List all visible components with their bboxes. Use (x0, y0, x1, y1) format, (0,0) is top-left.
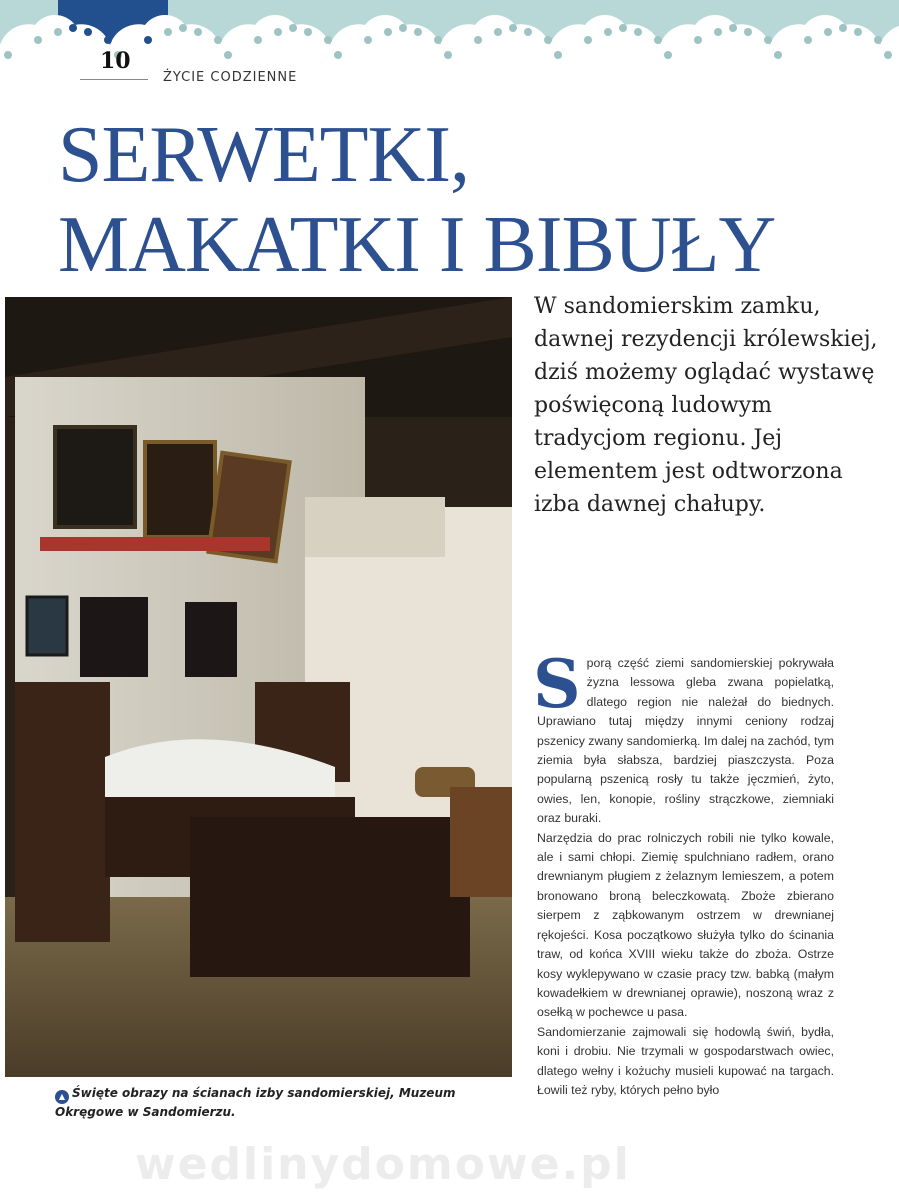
lace-circle (414, 28, 422, 36)
watermark: wedlinydomowe.pl (135, 1139, 631, 1190)
lace-circle (664, 51, 672, 59)
lace-circle (434, 36, 442, 44)
paragraph-2: Narzędzia do prac rolniczych robili nie tylko kowale, ale i sami chłopi. Ziemię spulchniano radłem, orano drewnianym pługiem z żelaznym lemieszem, a potem bronowano broną beleczkowatą. Zboże zbierano sierpem z ząbkowanym ostrzem w drewnianej rękojeści. Kosa początkowo służyła tylko do ścinania traw, od końca XVIII wieku także do zboża. Ostrze kosy wyklepywano w czasie pracy tzw. babką (małym kowadełkiem w drewnianej oprawie), noszoną wraz z osełką w pochewce u pasa. (537, 830, 834, 1020)
lace-border (0, 0, 899, 70)
lace-circle (634, 28, 642, 36)
lace-circle (604, 28, 612, 36)
lace-circle (494, 28, 502, 36)
title-line-2: MAKATKI I BIBUŁY (58, 201, 776, 289)
lace-circle (274, 28, 282, 36)
lace-circle (774, 51, 782, 59)
lace-circle (474, 36, 482, 44)
lace-circle (69, 24, 77, 32)
lace-circle (584, 36, 592, 44)
lace-circle (444, 51, 452, 59)
lace-circle (399, 24, 407, 32)
lace-circle (554, 51, 562, 59)
lace-circle (334, 51, 342, 59)
lace-circle (544, 36, 552, 44)
photo-illustration (5, 297, 512, 1077)
paragraph-1 (533, 645, 834, 829)
lace-circle (824, 28, 832, 36)
lace-circle (764, 36, 772, 44)
lace-circle (144, 36, 152, 44)
paragraph-3: Sandomierzanie zajmowali się hodowlą świń, bydła, koni i drobiu. Nie trzymali w gospodarstwach owiec, dlatego wełny i kożuchy musieli kupować na targach. Łowili też ryby, których pełno było (537, 1024, 834, 1097)
lace-circle (654, 36, 662, 44)
article-body (533, 645, 834, 1100)
paragraph-1-text: porą część ziemi sandomierskiej pokrywała żyzna lessowa gleba zwana popielatką, dlatego region nie należał do biednych. Uprawiano tutaj między innymi ceniony rodzaj pszenicy zwany sandomierką. Im dalej na zachód, tym ziemia była słabsza, bardziej piaszczysta. Poza popularną pszenicą rosły tu także jęczmień, żyto, owies, len, konopie, rośliny strączkowe, ziemniaki oraz buraki. (537, 656, 834, 826)
lace-circle (364, 36, 372, 44)
lace-circle (224, 51, 232, 59)
lace-circle (104, 36, 112, 44)
lace-circle (254, 36, 262, 44)
lace-circle (34, 36, 42, 44)
lace-circle (84, 28, 92, 36)
lace-circle (874, 36, 882, 44)
lace-circle (194, 28, 202, 36)
lace-circle (214, 36, 222, 44)
lace-circle (714, 28, 722, 36)
lace-circle (694, 36, 702, 44)
lace-circle (509, 24, 517, 32)
page-number: 10 (100, 48, 131, 74)
lace-circle (54, 28, 62, 36)
lace-circle (4, 51, 12, 59)
lace-circle (179, 24, 187, 32)
lace-circle (524, 28, 532, 36)
lace-circle (289, 24, 297, 32)
page-title (58, 110, 775, 290)
drop-cap: S (533, 645, 581, 723)
caption-text: Święte obrazy na ścianach izby sandomierskiej, Muzeum Okręgowe w Sandomierzu. (55, 1086, 456, 1119)
intro-text: W sandomierskim zamku, dawnej rezydencji królewskiej, dziś możemy oglądać wystawę poświęconą ludowym tradycjom regionu. Jej elementem jest odtworzona izba dawnej chałupy. (534, 294, 878, 517)
lace-circle (729, 24, 737, 32)
lace-circle (884, 51, 892, 59)
lace-circle (324, 36, 332, 44)
title-line-1: SERWETKI, (58, 111, 469, 199)
lace-circle (164, 28, 172, 36)
lace-circle (804, 36, 812, 44)
lace-circle (384, 28, 392, 36)
caption-arrow-icon: ▲ (55, 1090, 69, 1104)
lace-circle (854, 28, 862, 36)
interior-photo (5, 297, 512, 1077)
lace-circle (304, 28, 312, 36)
photo-caption (55, 1085, 525, 1121)
section-label: ŻYCIE CODZIENNE (163, 70, 298, 85)
lace-circle (744, 28, 752, 36)
lace-circle (619, 24, 627, 32)
lace-circle (839, 24, 847, 32)
divider (80, 79, 148, 80)
